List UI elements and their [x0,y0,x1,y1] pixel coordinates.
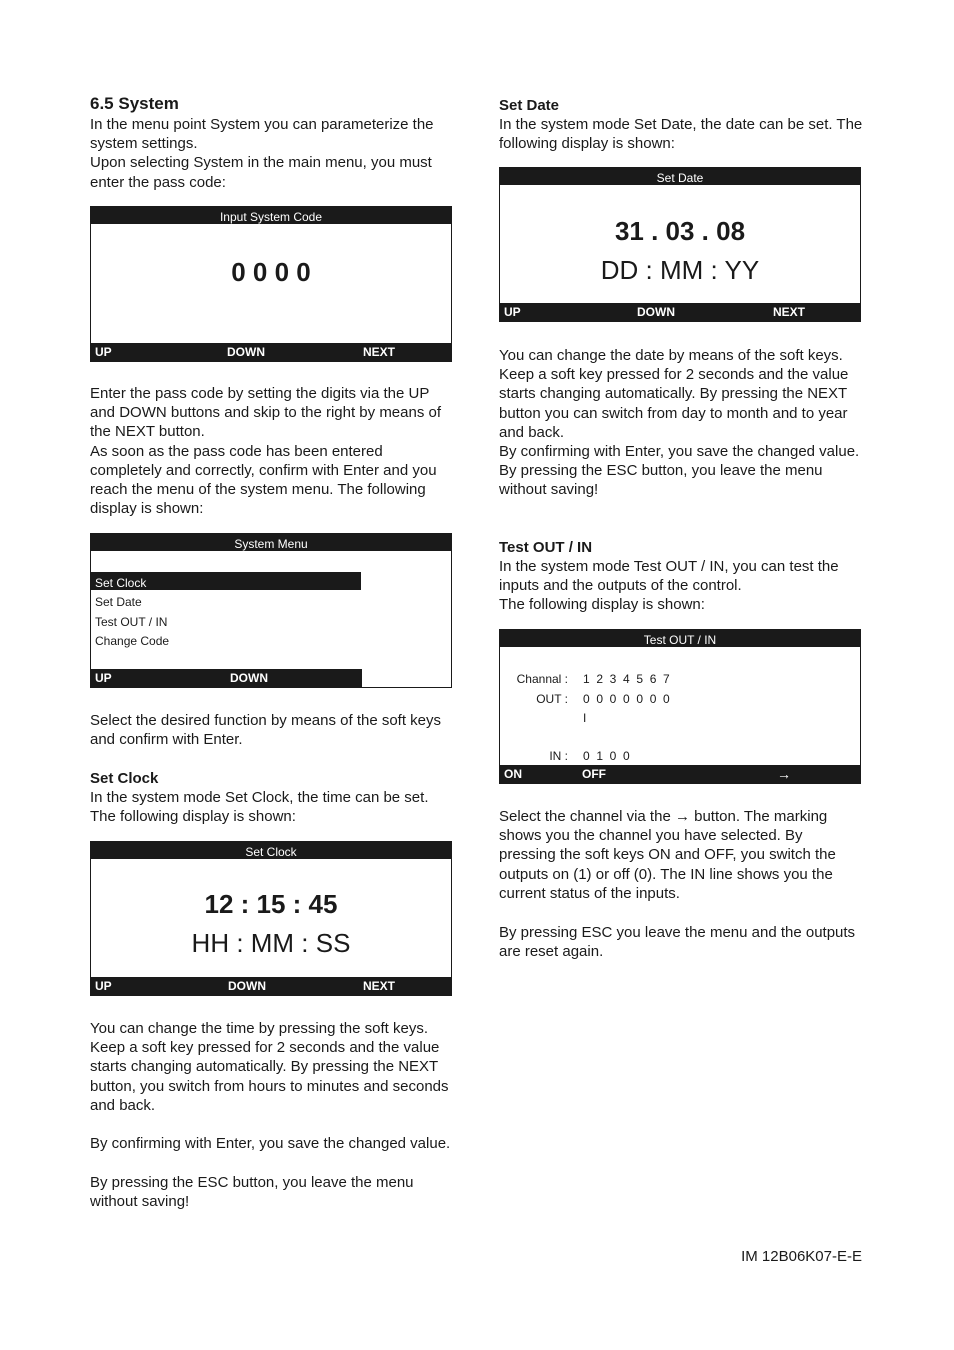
menu-item-set-clock[interactable]: Set Clock [95,576,147,590]
pass-code-instructions: Enter the pass code by setting the digits via the UP and DOWN buttons and skip to the right by means of the NEXT button. As soon as the pass code has been entered completely and correctly, confirm with Enter and you reach the menu of the system menu. The following display is shown: [90,385,442,518]
set-clock-intro: In the system mode Set Clock, the time can be set. The following display is shown: [90,789,429,826]
arrow-right-icon[interactable]: → [777,766,791,782]
lcd-title: Set Clock [91,842,451,859]
down-key[interactable]: DOWN [228,979,266,993]
clock-paragraph-2: By confirming with Enter, you save the changed value. [90,1135,451,1152]
date-paragraph: You can change the date by means of the soft keys. Keep a soft key pressed for 2 seconds and the value starts changing automatically. By pressing the NEXT button you can switch from day to month and to year and back. By confirming with Enter, you save the changed value. By pressing the ESC button, you leave the menu without saving! [499,347,860,499]
lcd-system-menu [90,533,452,688]
lcd-test-out-in [499,629,861,784]
lcd-set-date [499,167,861,322]
soft-key-bar [91,669,362,687]
in-values: 0 1 0 0 [583,749,630,763]
menu-item-change-code[interactable]: Change Code [95,634,170,648]
test-paragraph-1: Select the channel via the → button. The marking shows you the channel you have selected. By pressing the soft keys ON and OFF, you switch the outputs on (1) or off (0). The IN line shows you the current status of the inputs. [499,808,836,902]
channel-label: Channal : [516,672,568,686]
down-key[interactable]: DOWN [230,671,268,685]
next-key[interactable]: NEXT [363,345,396,359]
channel-values: 1 2 3 4 5 6 7 [583,672,670,686]
lcd-title: System Menu [91,534,451,551]
menu-instructions: Select the desired function by means of the soft keys and confirm with Enter. [90,712,442,749]
set-date-heading: Set Date [499,97,560,114]
up-key[interactable]: UP [95,345,112,359]
menu-item-test-out-in[interactable]: Test OUT / IN [95,615,168,629]
channel-marker: I [583,711,587,725]
up-key[interactable]: UP [95,671,112,685]
out-values: 0 0 0 0 0 0 0 [583,692,670,706]
menu-item-set-date[interactable]: Set Date [95,595,142,609]
date-format: DD : MM : YY [600,255,760,285]
out-label: OUT : [536,692,568,706]
test-paragraph-2: By pressing ESC you leave the menu and the outputs are reset again. [499,924,856,961]
section-heading: 6.5 System [90,94,179,113]
on-key[interactable]: ON [504,767,522,781]
lcd-input-system-code [90,206,452,362]
set-clock-heading: Set Clock [90,770,159,787]
lcd-title: Set Date [500,168,860,185]
soft-key-bar [91,343,451,361]
off-key[interactable]: OFF [582,767,606,781]
clock-format: HH : MM : SS [191,928,351,958]
clock-value: 12 : 15 : 45 [204,889,338,919]
in-label: IN : [549,749,568,763]
next-key[interactable]: NEXT [773,305,806,319]
next-key[interactable]: NEXT [363,979,396,993]
date-value: 31 . 03 . 08 [614,216,746,246]
down-key[interactable]: DOWN [637,305,675,319]
soft-key-bar [500,303,860,321]
lcd-title: Input System Code [91,207,451,224]
lcd-title: Test OUT / IN [500,630,860,647]
document-id-footer: IM 12B06K07-E-E [741,1248,862,1265]
clock-paragraph-3: By pressing the ESC button, you leave the menu without saving! [90,1174,414,1211]
down-key[interactable]: DOWN [227,345,265,359]
test-out-in-intro: In the system mode Test OUT / IN, you can test the inputs and the outputs of the control. The following display is shown: [499,558,839,614]
clock-paragraph-1: You can change the time by pressing the soft keys. Keep a soft key pressed for 2 seconds and the value starts changing automatically. By pressing the NEXT button, you switch from hours to minutes and seconds and back. [90,1020,449,1114]
up-key[interactable]: UP [95,979,112,993]
soft-key-bar [91,977,451,995]
set-date-intro: In the system mode Set Date, the date can be set. The following display is shown: [499,116,863,153]
soft-key-bar [500,765,860,783]
pass-code-value: 0 0 0 0 [231,257,311,287]
lcd-set-clock [90,841,452,996]
test-out-in-heading: Test OUT / IN [499,539,593,556]
up-key[interactable]: UP [504,305,521,319]
intro-paragraph: In the menu point System you can parameterize the system settings. Upon selecting System in the main menu, you must enter the pass code: [90,116,434,191]
